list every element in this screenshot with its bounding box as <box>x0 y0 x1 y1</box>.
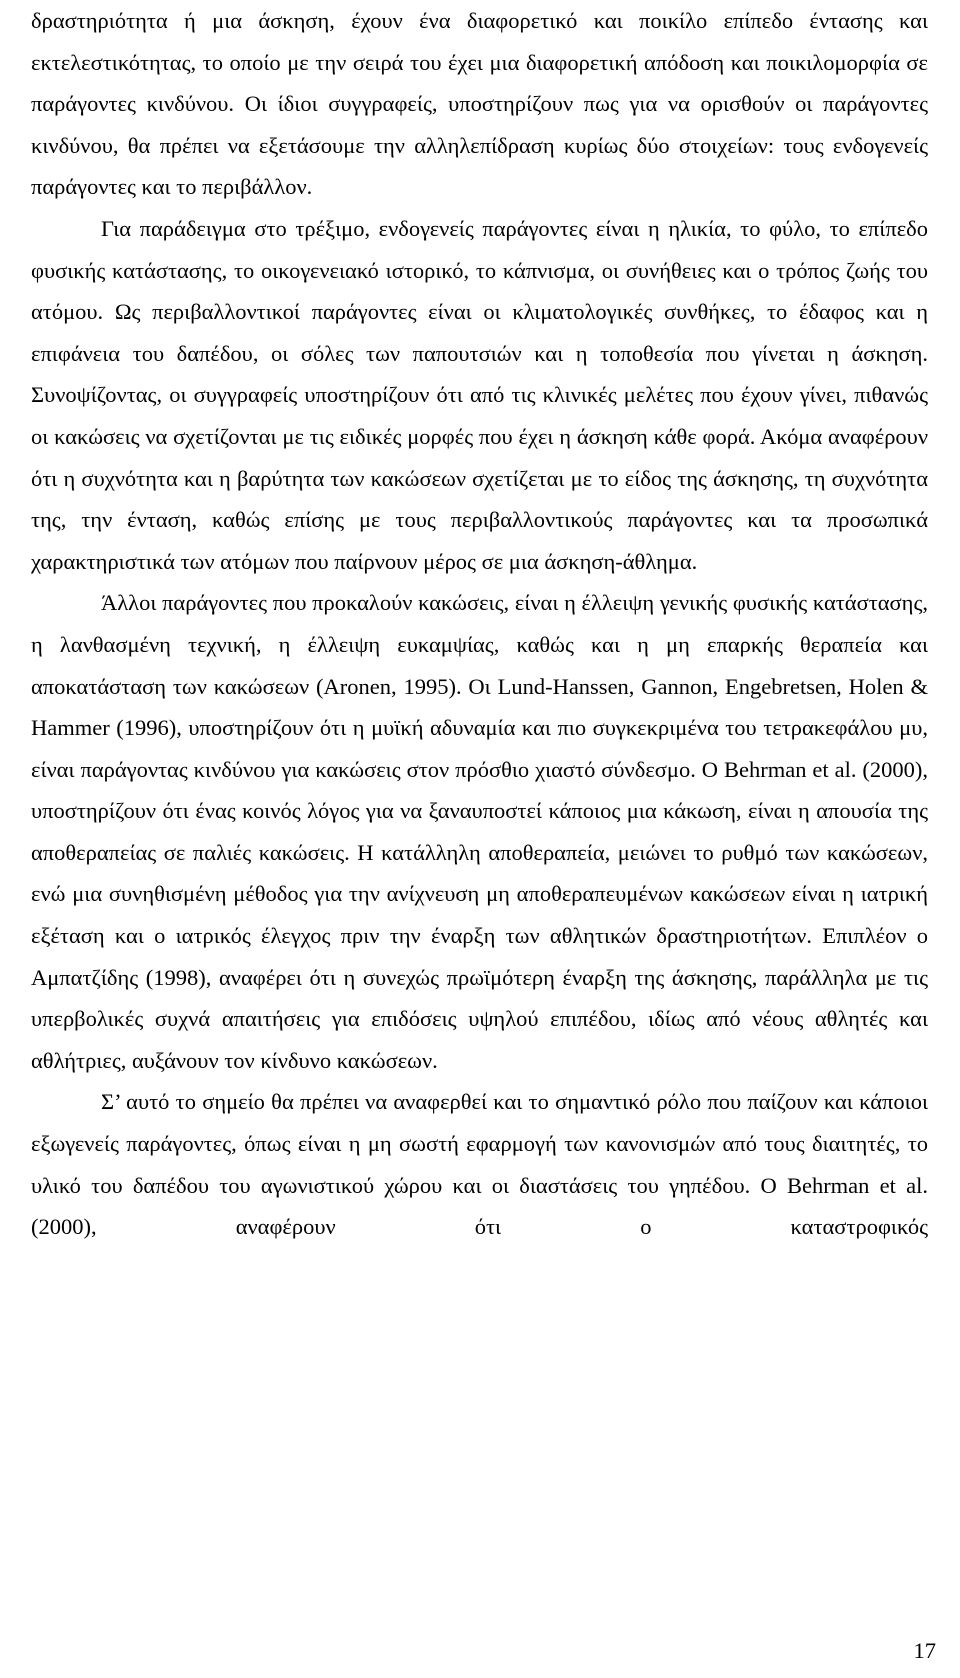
paragraph-3: Άλλοι παράγοντες που προκαλούν κακώσεις, είναι η έλλειψη γενικής φυσικής κατάστασης, η λανθασμένη τεχνική, η έλλειψη ευκαμψίας, καθώς και η μη επαρκής θεραπεία και αποκατάσταση των κακώσεων (Aronen, 1995). Οι Lund-Hanssen, Gannon, Engebretsen, Holen & Hammer (1996), υποστηρίζουν ότι η μυϊκή αδυναμία και πιο συγκεκριμένα του τετρακεφάλου μυ, είναι παράγοντας κινδύνου για κακώσεις στον πρόσθιο χιαστό σύνδεσμο. Ο Behrman et al. (2000), υποστηρίζουν ότι ένας κοινός λόγος για να ξαναυποστεί κάποιος μια κάκωση, είναι η απουσία της αποθεραπείας σε παλιές κακώσεις. Η κατάλληλη αποθεραπεία, μειώνει το ρυθμό των κακώσεων, ενώ μια συνηθισμένη μέθοδος για την ανίχνευση μη αποθεραπευμένων κακώσεων είναι η ιατρική εξέταση και ο ιατρικός έλεγχος πριν την έναρξη των αθλητικών δραστηριοτήτων. Επιπλέον ο Αμπατζίδης (1998), αναφέρει ότι η συνεχώς πρωϊμότερη έναρξη της άσκησης, παράλληλα με τις υπερβολικές συχνά απαιτήσεις για επιδόσεις υψηλού επιπέδου, ιδίως από νέους αθλητές και αθλήτριες, αυξάνουν τον κίνδυνο κακώσεων. <box>31 590 928 1073</box>
page-number: 17 <box>913 1638 936 1663</box>
paragraph-1: δραστηριότητα ή μια άσκηση, έχουν ένα διαφορετικό και ποικίλο επίπεδο έντασης και εκτελεστικότητας, το οποίο με την σειρά του έχει μια διαφορετική απόδοση και ποικιλομορφία σε παράγοντες κινδύνου. Οι ίδιοι συγγραφείς, υποστηρίζουν πως για να ορισθούν οι παράγοντες κινδύνου, θα πρέπει να εξετάσουμε την αλληλεπίδραση κυρίως δύο στοιχείων: τους ενδογενείς παράγοντες και το περιβάλλον. <box>31 8 928 200</box>
body-text <box>31 0 928 1248</box>
paragraph-4: Σ’ αυτό το σημείο θα πρέπει να αναφερθεί και το σημαντικό ρόλο που παίζουν και κάποιοι εξωγενείς παράγοντες, όπως είναι η μη σωστή εφαρμογή των κανονισμών από τους διαιτητές, το υλικό του δαπέδου του αγωνιστικού χώρου και οι διαστάσεις του γηπέδου. Ο Behrman et al. (2000), αναφέρουν ότι ο καταστροφικός <box>31 1089 928 1240</box>
paragraph-2: Για παράδειγμα στο τρέξιμο, ενδογενείς παράγοντες είναι η ηλικία, το φύλο, το επίπεδο φυσικής κατάστασης, το οικογενειακό ιστορικό, το κάπνισμα, οι συνήθειες και ο τρόπος ζωής του ατόμου. Ως περιβαλλοντικοί παράγοντες είναι οι κλιματολογικές συνθήκες, το έδαφος και η επιφάνεια του δαπέδου, οι σόλες των παπουτσιών και η τοποθεσία που γίνεται η άσκηση. Συνοψίζοντας, οι συγγραφείς υποστηρίζουν ότι από τις κλινικές μελέτες που έχουν γίνει, πιθανώς οι κακώσεις να σχετίζονται με τις ειδικές μορφές που έχει η άσκηση κάθε φορά. Ακόμα αναφέρουν ότι η συχνότητα και η βαρύτητα των κακώσεων σχετίζεται με το είδος της άσκησης, τη συχνότητα της, την ένταση, καθώς επίσης με τους περιβαλλοντικούς παράγοντες και τα προσωπικά χαρακτηριστικά των ατόμων που παίρνουν μέρος σε μια άσκηση-άθλημα. <box>31 215 928 574</box>
